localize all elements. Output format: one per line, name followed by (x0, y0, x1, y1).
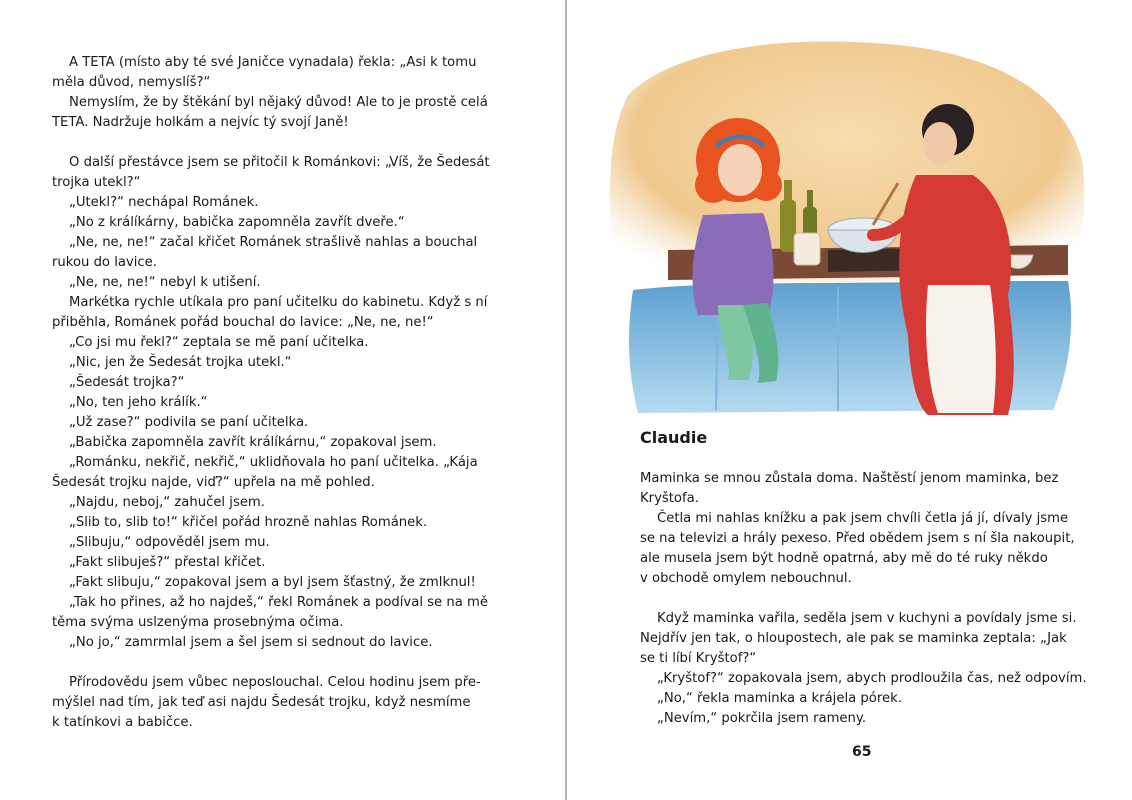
text-line: Když maminka vařila, seděla jsem v kuchyni a povídaly jsme si. (657, 611, 1077, 626)
text-line: A TETA (místo aby té své Janičce vynadala) řekla: „Asi k tomu (69, 55, 477, 70)
text-line: „Tak ho přines, až ho najdeš,“ řekl Románek a podíval se na mě (69, 595, 488, 610)
text-line: trojka utekl?“ (52, 175, 141, 190)
chapter-title: Claudie (640, 428, 708, 447)
text-line: „Utekl?“ nechápal Románek. (69, 195, 259, 210)
text-line: „No z králíkárny, babička zapomněla zavřít dveře.“ (69, 215, 405, 230)
kitchen-illustration (598, 35, 1088, 425)
text-line: měla důvod, nemyslíš?“ (52, 75, 211, 90)
text-line: „No jo,“ zamrmlal jsem a šel jsem si sednout do lavice. (69, 635, 433, 650)
text-line: „Už zase?“ podivila se paní učitelka. (69, 415, 309, 430)
text-line: „Fakt slibuješ?“ přestal křičet. (69, 555, 266, 570)
text-line: Četla mi nahlas knížku a pak jsem chvíli četla já jí, dívaly jsme (657, 511, 1069, 526)
text-line: „No,“ řekla maminka a krájela pórek. (657, 691, 902, 706)
text-line: Kryštofa. (640, 491, 699, 506)
text-line: ale musela jsem být hodně opatrná, aby mě do té ruky někdo (640, 551, 1048, 566)
text-line: „Šedesát trojka?“ (69, 375, 185, 390)
text-line: přiběhla, Románek pořád bouchal do lavice: „Ne, ne, ne!“ (52, 315, 434, 330)
text-line: „Nic, jen že Šedesát trojka utekl.“ (69, 355, 292, 370)
text-line: Přírodovědu jsem vůbec neposlouchal. Celou hodinu jsem pře- (69, 675, 481, 690)
text-line: „Nevím,“ pokrčila jsem rameny. (657, 711, 867, 726)
text-line: Nejdřív jen tak, o hloupostech, ale pak se maminka zeptala: „Jak (640, 631, 1067, 646)
paragraph-gap (52, 653, 492, 673)
text-line: Šedesát trojku najde, viď?“ upřela na mě pohled. (52, 475, 375, 490)
text-line: se ti líbí Kryštof?“ (640, 651, 757, 666)
text-line: „Slibuju,“ odpověděl jsem mu. (69, 535, 270, 550)
text-line: těma svýma uslzenýma prosebnýma očima. (52, 615, 344, 630)
right-page-text (640, 469, 1087, 729)
text-line: O další přestávce jsem se přitočil k Románkovi: „Víš, že Šedesát (69, 155, 490, 170)
paragraph-gap (640, 589, 1082, 609)
text-line: v obchodě omylem nebouchnul. (640, 571, 852, 586)
text-line: rukou do lavice. (52, 255, 157, 270)
text-line: „No, ten jeho králík.“ (69, 395, 208, 410)
text-line: „Ne, ne, ne!“ začal křičet Románek strašlivě nahlas a bouchal (69, 235, 478, 250)
text-line: se na televizi a hrály pexeso. Před obědem jsem s ní šla nakoupit, (640, 531, 1075, 546)
paragraph-gap (52, 133, 492, 153)
left-page-text (52, 53, 492, 733)
text-line: TETA. Nadržuje holkám a nejvíc tý svojí Janě! (52, 115, 349, 130)
text-line: mýšlel nad tím, jak teď asi najdu Šedesát trojku, když nesmíme (52, 695, 471, 710)
text-line: „Babička zapomněla zavřít králíkárnu,“ zopakoval jsem. (69, 435, 437, 450)
text-line: k tatínkovi a babičce. (52, 715, 193, 730)
text-line: „Co jsi mu řekl?“ zeptala se mě paní učitelka. (69, 335, 369, 350)
text-line: Nemyslím, že by štěkání byl nějaký důvod! Ale to je prostě celá (69, 95, 488, 110)
page-number: 65 (852, 744, 872, 760)
text-line: „Kryštof?“ zopakovala jsem, abych prodloužila čas, než odpovím. (657, 671, 1087, 686)
text-line: Maminka se mnou zůstala doma. Naštěstí jenom maminka, bez (640, 471, 1059, 486)
text-line: Markétka rychle utíkala pro paní učitelku do kabinetu. Když s ní (69, 295, 488, 310)
text-line: „Románku, nekřič, nekřič,“ uklidňovala ho paní učitelka. „Kája (69, 455, 478, 470)
text-line: „Fakt slibuju,“ zopakoval jsem a byl jsem šťastný, že zmlknul! (69, 575, 476, 590)
text-line: „Najdu, neboj,“ zahučel jsem. (69, 495, 265, 510)
text-line: „Ne, ne, ne!“ nebyl k utišení. (69, 275, 261, 290)
text-line: „Slib to, slib to!“ křičel pořád hrozně nahlas Románek. (69, 515, 428, 530)
